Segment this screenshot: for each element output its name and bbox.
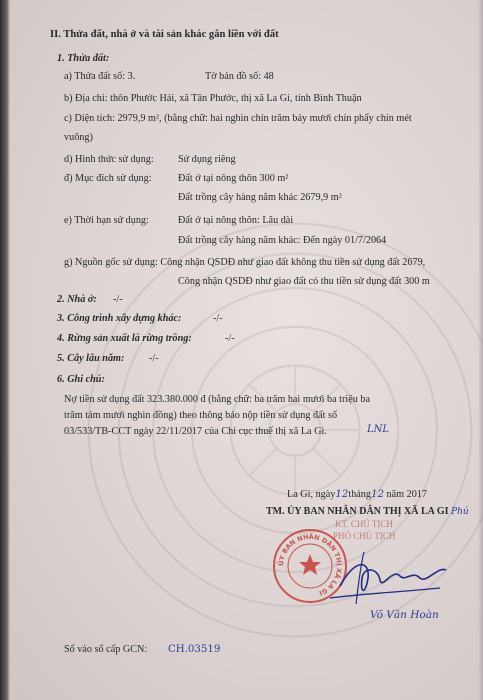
handwritten-mark: LNL <box>367 424 390 435</box>
use-form-label: d) Hình thức sử dụng: <box>64 154 154 165</box>
notes-line-2: trăm tám mươi nghìn đồng) theo thông báo nộp tiền sử dụng đất số <box>64 410 338 421</box>
land-area-cont: vuông) <box>64 132 93 143</box>
perennial-value: -/- <box>149 353 159 364</box>
on-behalf-text: KT. CHỦ TỊCH <box>335 519 393 529</box>
issue-date: La Gi, ngày12tháng12 năm 2017 <box>287 489 427 500</box>
use-origin-1: g) Nguồn gốc sử dụng: Công nhận QSDĐ như giao đất không thu tiền sử dụng đất 2679, <box>64 257 426 268</box>
use-form-value: Sử dụng riêng <box>178 154 236 165</box>
svg-text:ỦY BAN NHÂN DÂN THỊ XÃ LA GI: ỦY BAN NHÂN DÂN THỊ XÃ LA GI <box>276 532 344 598</box>
land-heading: 1. Thửa đất: <box>57 53 110 64</box>
notes-line-1: Nợ tiền sử dụng đất 323.380.000 đ (bằng chữ: ba trăm hai mươi ba triệu ba <box>64 394 371 405</box>
use-term-label: e) Thời hạn sử dụng: <box>64 215 149 226</box>
use-purpose-label: đ) Mục đích sử dụng: <box>64 173 152 184</box>
notes-line-3: 03/533/TB-CCT ngày 22/11/2017 của Chi cục thuế thị xã La Gi. <box>64 426 327 437</box>
issuance-label: Số vào sổ cấp GCN: <box>64 644 148 655</box>
house-value: -/- <box>113 294 123 305</box>
forest-label: 4. Rừng sản xuất là rừng trồng: <box>57 333 192 344</box>
land-area: c) Diện tích: 2979,9 m², (bằng chữ: hai nghìn chín trăm bảy mươi chín phẩy chín mét <box>64 113 412 124</box>
land-address: b) Địa chỉ: thôn Phước Hải, xã Tân Phước, thị xã La Gi, tỉnh Bình Thuận <box>64 93 362 104</box>
vice-chairman-text: PHÓ CHỦ TỊCH <box>333 531 396 541</box>
signature-icon <box>300 538 450 618</box>
use-origin-2: Công nhận QSDĐ như giao đất có thu tiền sử dụng đất 300 m <box>178 276 430 287</box>
use-term-1: Đất ở tại nông thôn: Lâu dài <box>178 215 294 226</box>
use-term-2: Đất trồng cây hàng năm khác: Đến ngày 01/7/2064 <box>178 235 387 246</box>
forest-value: -/- <box>225 333 235 344</box>
map-sheet-number: Tờ bản đồ số: 48 <box>205 71 274 82</box>
authority-title: TM. ỦY BAN NHÂN DÂN THỊ XÃ LA GI Phú <box>266 506 469 517</box>
parcel-number: a) Thửa đất số: 3. <box>64 71 136 82</box>
section-title: II. Thửa đất, nhà ở và tài sản khác gắn liền với đất <box>50 29 279 40</box>
notes-label: 6. Ghi chú: <box>57 374 105 385</box>
perennial-label: 5. Cây lâu năm: <box>57 353 125 364</box>
use-purpose-1: Đất ở tại nông thôn 300 m² <box>178 173 289 184</box>
house-label: 2. Nhà ở: <box>57 294 97 305</box>
signer-name: Võ Văn Hoàn <box>370 609 439 621</box>
issuance-value: CH.03519 <box>168 644 221 655</box>
construction-label: 3. Công trình xây dựng khác: <box>57 313 182 324</box>
page-shadow-left <box>0 0 10 700</box>
use-purpose-2: Đất trồng cây hàng năm khác 2679,9 m² <box>178 192 342 203</box>
construction-value: -/- <box>213 313 223 324</box>
